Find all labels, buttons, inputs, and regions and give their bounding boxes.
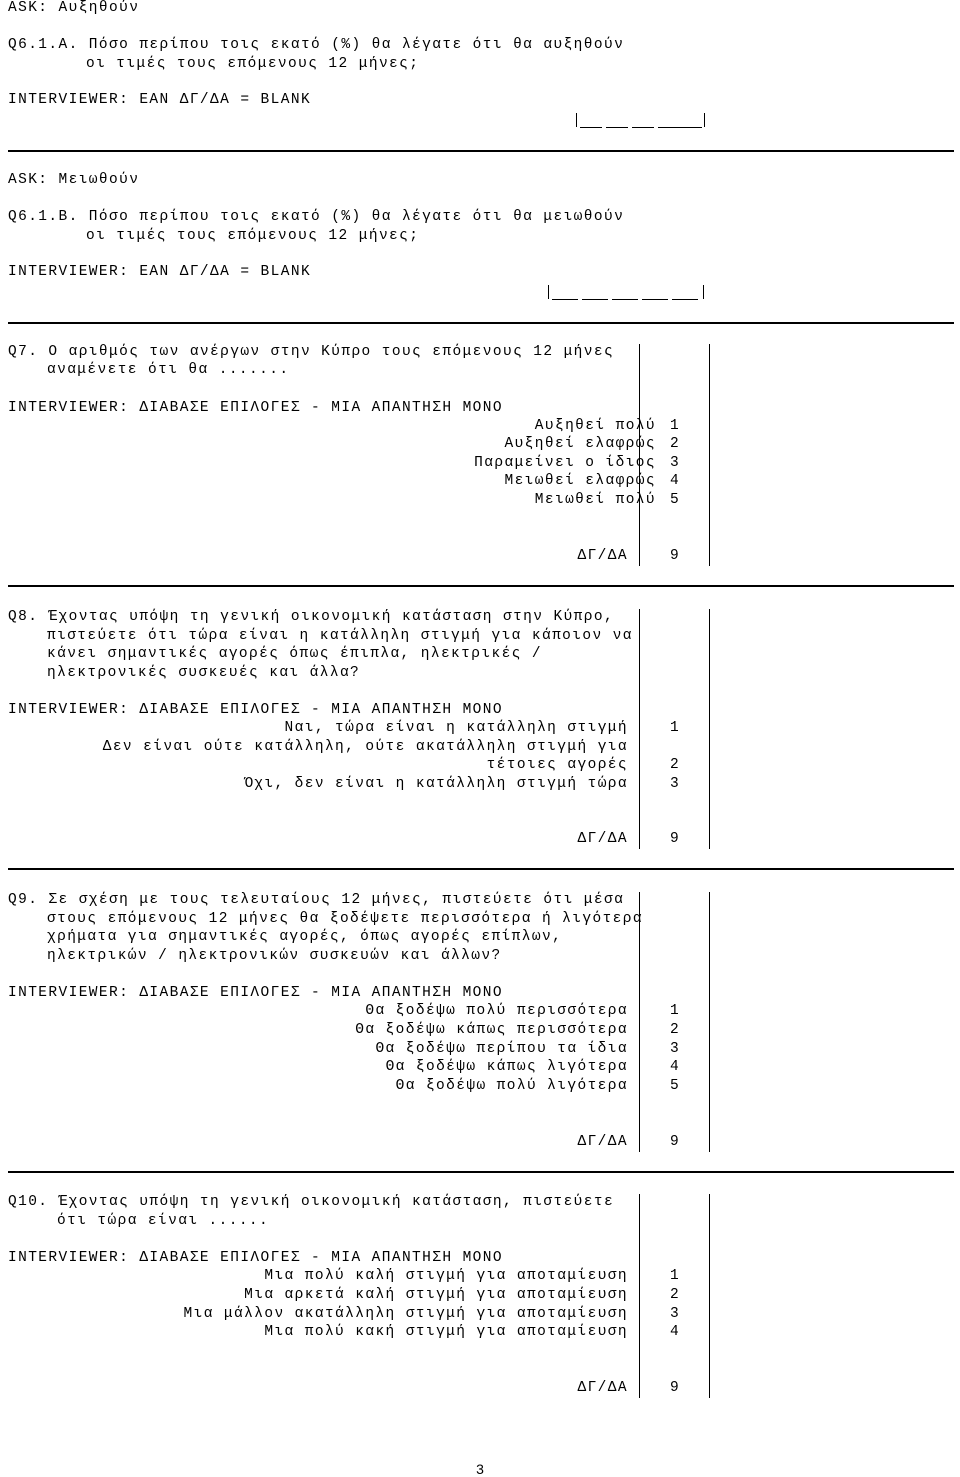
q7-question-line1: Q7. Ο αριθμός των ανέργων στην Κύπρο τους επόμενους 12 μήνες bbox=[8, 344, 615, 360]
code-column-right-rule bbox=[709, 1194, 710, 1398]
q9-interviewer-note: INTERVIEWER: ΔΙΑΒΑΣΕ ΕΠΙΛΟΓΕΣ - ΜΙΑ ΑΠΑΝΤΗΣΗ ΜΟΝΟ bbox=[8, 985, 503, 1001]
q10-dk-code[interactable]: 9 bbox=[669, 1380, 681, 1396]
q9-dk-code[interactable]: 9 bbox=[669, 1134, 681, 1150]
q9-option-code[interactable]: 1 bbox=[669, 1003, 681, 1019]
q7-option-code[interactable]: 1 bbox=[669, 418, 681, 434]
q61b-interviewer-note: INTERVIEWER: ΕΑΝ ΔΓ/ΔΑ = BLANK bbox=[8, 264, 312, 280]
q61b-answer-boxes[interactable] bbox=[548, 285, 708, 301]
q61b-question-line1: Q6.1.B. Πόσο περίπου τοις εκατό (%) θα λέγατε ότι θα μειωθούν bbox=[8, 209, 625, 225]
q9-question-line2: στους επόμενους 12 μήνες θα ξοδέψετε περισσότερα ή λιγότερα bbox=[47, 911, 643, 927]
q7-question-line2: αναμένετε ότι θα ....... bbox=[47, 362, 290, 378]
q9-question-line3: χρήματα για σημαντικές αγορές, όπως αγορές επίπλων, bbox=[47, 929, 563, 945]
q7-option-label: Μειωθεί ελαφρώς bbox=[504, 473, 656, 489]
code-column-right-rule bbox=[709, 609, 710, 849]
divider bbox=[8, 585, 954, 587]
q61b-question-line2: οι τιμές τους επόμενους 12 μήνες; bbox=[86, 228, 420, 244]
q7-option-label: Αυξηθεί πολύ bbox=[534, 418, 656, 434]
q8-question-line1: Q8. Έχοντας υπόψη τη γενική οικονομική κατάσταση στην Κύπρο, bbox=[8, 609, 615, 625]
q9-option-label: Θα ξοδέψω πολύ λιγότερα bbox=[395, 1078, 628, 1094]
q10-option-label: Μια πολύ καλή στιγμή για αποταμίευση bbox=[264, 1268, 628, 1284]
q9-option-label: Θα ξοδέψω πολύ περισσότερα bbox=[365, 1003, 628, 1019]
q61a-question-line1: Q6.1.A. Πόσο περίπου τοις εκατό (%) θα λέγατε ότι θα αυξηθούν bbox=[8, 37, 625, 53]
q7-option-code[interactable]: 2 bbox=[669, 436, 681, 452]
q7-option-label: Αυξηθεί ελαφρώς bbox=[504, 436, 656, 452]
q10-option-code[interactable]: 2 bbox=[669, 1287, 681, 1303]
q8-question-line2: πιστεύετε ότι τώρα είναι η κατάλληλη στιγμή για κάποιον να bbox=[47, 628, 633, 644]
q10-option-label: Μια μάλλον ακατάλληλη στιγμή για αποταμίευση bbox=[183, 1306, 628, 1322]
q61a-ask: ASK: Αυξηθούν bbox=[8, 0, 140, 16]
q8-option-code[interactable]: 3 bbox=[669, 776, 681, 792]
q7-option-code[interactable]: 3 bbox=[669, 455, 681, 471]
divider bbox=[8, 868, 954, 870]
q9-option-label: Θα ξοδέψω περίπου τα ίδια bbox=[375, 1041, 628, 1057]
q7-option-code[interactable]: 4 bbox=[669, 473, 681, 489]
q7-interviewer-note: INTERVIEWER: ΔΙΑΒΑΣΕ ΕΠΙΛΟΓΕΣ - ΜΙΑ ΑΠΑΝΤΗΣΗ ΜΟΝΟ bbox=[8, 400, 503, 416]
page-number: 3 bbox=[476, 1461, 484, 1477]
q9-option-label: Θα ξοδέψω κάπως περισσότερα bbox=[355, 1022, 628, 1038]
q8-option-code[interactable]: 2 bbox=[669, 757, 681, 773]
q10-option-code[interactable]: 1 bbox=[669, 1268, 681, 1284]
divider bbox=[8, 150, 954, 152]
q9-option-code[interactable]: 5 bbox=[669, 1078, 681, 1094]
q8-option-label: Δεν είναι ούτε κατάλληλη, ούτε ακατάλληλη στιγμή για bbox=[102, 739, 628, 755]
q61b-ask: ASK: Μειωθούν bbox=[8, 172, 140, 188]
q10-dk-label: ΔΓ/ΔΑ bbox=[577, 1380, 628, 1396]
q8-dk-label: ΔΓ/ΔΑ bbox=[577, 831, 628, 847]
code-column-left-rule bbox=[639, 892, 640, 1152]
q8-option-label: Ναι, τώρα είναι η κατάλληλη στιγμή bbox=[284, 720, 628, 736]
q7-option-label: Παραμείνει ο ίδιος bbox=[474, 455, 656, 471]
q10-option-code[interactable]: 4 bbox=[669, 1324, 681, 1340]
q10-option-label: Μια αρκετά καλή στιγμή για αποταμίευση bbox=[244, 1287, 628, 1303]
q10-question-line2: ότι τώρα είναι ...... bbox=[57, 1213, 270, 1229]
q61a-question-line2: οι τιμές τους επόμενους 12 μήνες; bbox=[86, 56, 420, 72]
q8-interviewer-note: INTERVIEWER: ΔΙΑΒΑΣΕ ΕΠΙΛΟΓΕΣ - ΜΙΑ ΑΠΑΝΤΗΣΗ ΜΟΝΟ bbox=[8, 702, 503, 718]
q9-option-code[interactable]: 4 bbox=[669, 1059, 681, 1075]
q61a-interviewer-note: INTERVIEWER: ΕΑΝ ΔΓ/ΔΑ = BLANK bbox=[8, 92, 312, 108]
code-column-right-rule bbox=[709, 344, 710, 566]
q9-question-line1: Q9. Σε σχέση με τους τελευταίους 12 μήνες, πιστεύετε ότι μέσα bbox=[8, 892, 625, 908]
divider bbox=[8, 322, 954, 324]
q9-question-line4: ηλεκτρικών / ηλεκτρονικών συσκευών και άλλων? bbox=[47, 948, 502, 964]
code-column-right-rule bbox=[709, 892, 710, 1152]
q10-option-code[interactable]: 3 bbox=[669, 1306, 681, 1322]
q8-option-code[interactable]: 1 bbox=[669, 720, 681, 736]
q8-option-label: Όχι, δεν είναι η κατάλληλη στιγμή τώρα bbox=[244, 776, 628, 792]
q9-dk-label: ΔΓ/ΔΑ bbox=[577, 1134, 628, 1150]
code-column-left-rule bbox=[639, 609, 640, 849]
q9-option-label: Θα ξοδέψω κάπως λιγότερα bbox=[385, 1059, 628, 1075]
q7-option-label: Μειωθεί πολύ bbox=[534, 492, 656, 508]
q8-question-line3: κάνει σημαντικές αγορές όπως έπιπλα, ηλεκτρικές / bbox=[47, 646, 542, 662]
q7-dk-code[interactable]: 9 bbox=[669, 548, 681, 564]
q7-dk-label: ΔΓ/ΔΑ bbox=[577, 548, 628, 564]
q61a-answer-boxes[interactable] bbox=[576, 113, 706, 129]
q10-interviewer-note: INTERVIEWER: ΔΙΑΒΑΣΕ ΕΠΙΛΟΓΕΣ - ΜΙΑ ΑΠΑΝΤΗΣΗ ΜΟΝΟ bbox=[8, 1250, 503, 1266]
q8-option-label: τέτοιες αγορές bbox=[486, 757, 628, 773]
q9-option-code[interactable]: 3 bbox=[669, 1041, 681, 1057]
q10-option-label: Μια πολύ κακή στιγμή για αποταμίευση bbox=[264, 1324, 628, 1340]
q8-question-line4: ηλεκτρονικές συσκευές και άλλα? bbox=[47, 665, 361, 681]
q7-option-code[interactable]: 5 bbox=[669, 492, 681, 508]
divider bbox=[8, 1171, 954, 1173]
q8-dk-code[interactable]: 9 bbox=[669, 831, 681, 847]
code-column-left-rule bbox=[639, 1194, 640, 1398]
code-column-left-rule bbox=[639, 344, 640, 566]
q10-question-line1: Q10. Έχοντας υπόψη τη γενική οικονομική κατάσταση, πιστεύετε bbox=[8, 1194, 615, 1210]
q9-option-code[interactable]: 2 bbox=[669, 1022, 681, 1038]
